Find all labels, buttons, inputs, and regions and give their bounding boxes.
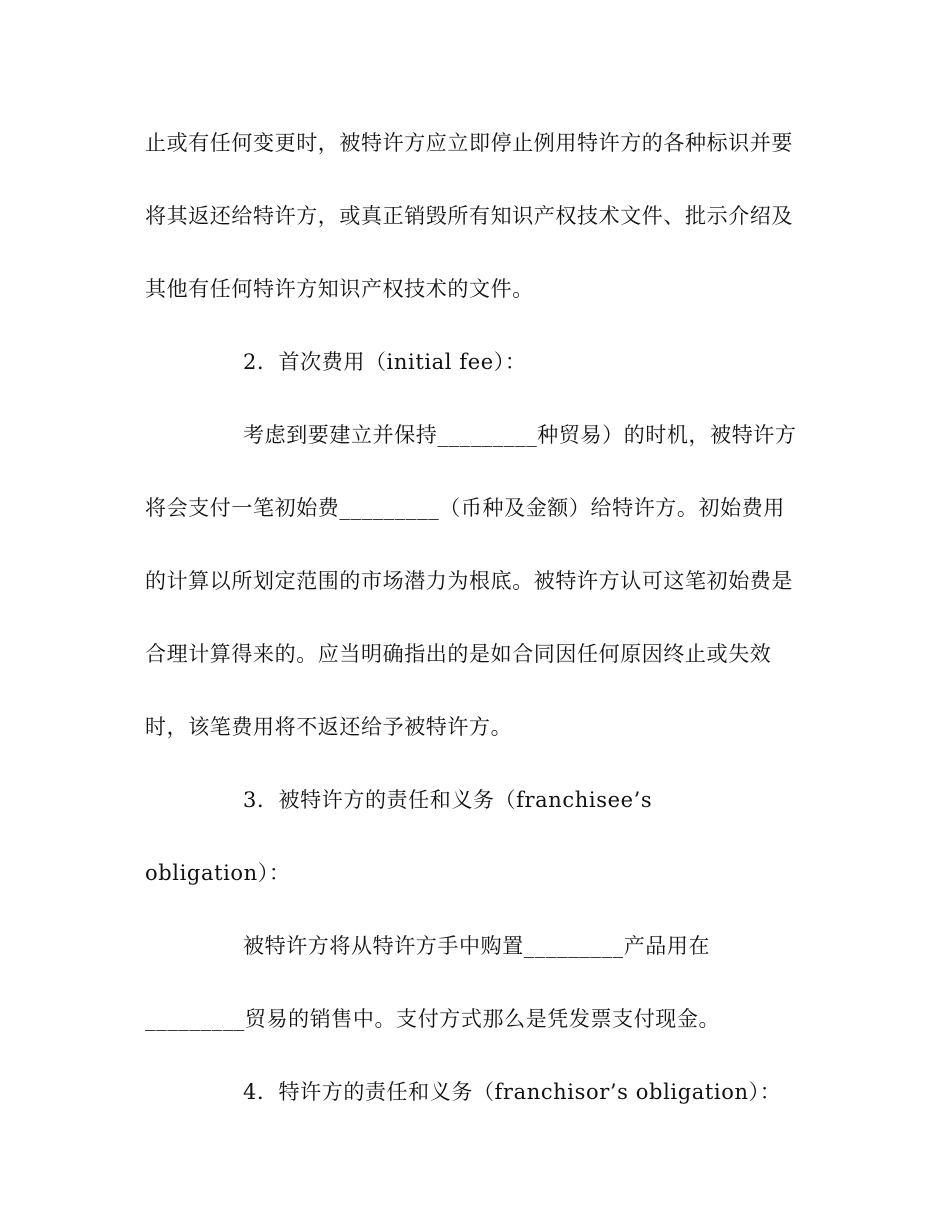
paragraph-line: 合理计算得来的。应当明确指出的是如合同因任何原因终止或失效 <box>145 642 772 666</box>
paragraph-line: 将其返还给特许方，或真正销毁所有知识产权技术文件、批示介绍及 <box>145 204 793 228</box>
paragraph-line: obligation）： <box>145 861 291 885</box>
paragraph-line: 时，该笔费用将不返还给予被特许方。 <box>145 715 513 739</box>
paragraph-line: _________贸易的销售中。支付方式那么是凭发票支付现金。 <box>145 1007 721 1031</box>
section-heading-franchisor-obligation: 4．特许方的责任和义务（franchisor’s obligation）： <box>243 1080 782 1104</box>
paragraph-line: 的计算以所划定范围的市场潜力为根底。被特许方认可这笔初始费是 <box>145 569 793 593</box>
paragraph-line: 被特许方将从特许方手中购置_________产品用在 <box>243 934 711 958</box>
paragraph-line: 止或有任何变更时，被特许方应立即停止例用特许方的各种标识并要 <box>145 131 793 155</box>
paragraph-line: 其他有任何特许方知识产权技术的文件。 <box>145 277 534 301</box>
paragraph-line: 考虑到要建立并保持_________种贸易）的时机，被特许方 <box>243 423 797 447</box>
section-heading-initial-fee: 2．首次费用（initial fee）： <box>243 350 527 374</box>
section-heading-franchisee-obligation: 3．被特许方的责任和义务（franchisee’s <box>243 788 653 812</box>
paragraph-line: 将会支付一笔初始费_________（币种及金额）给特许方。初始费用 <box>145 496 785 520</box>
